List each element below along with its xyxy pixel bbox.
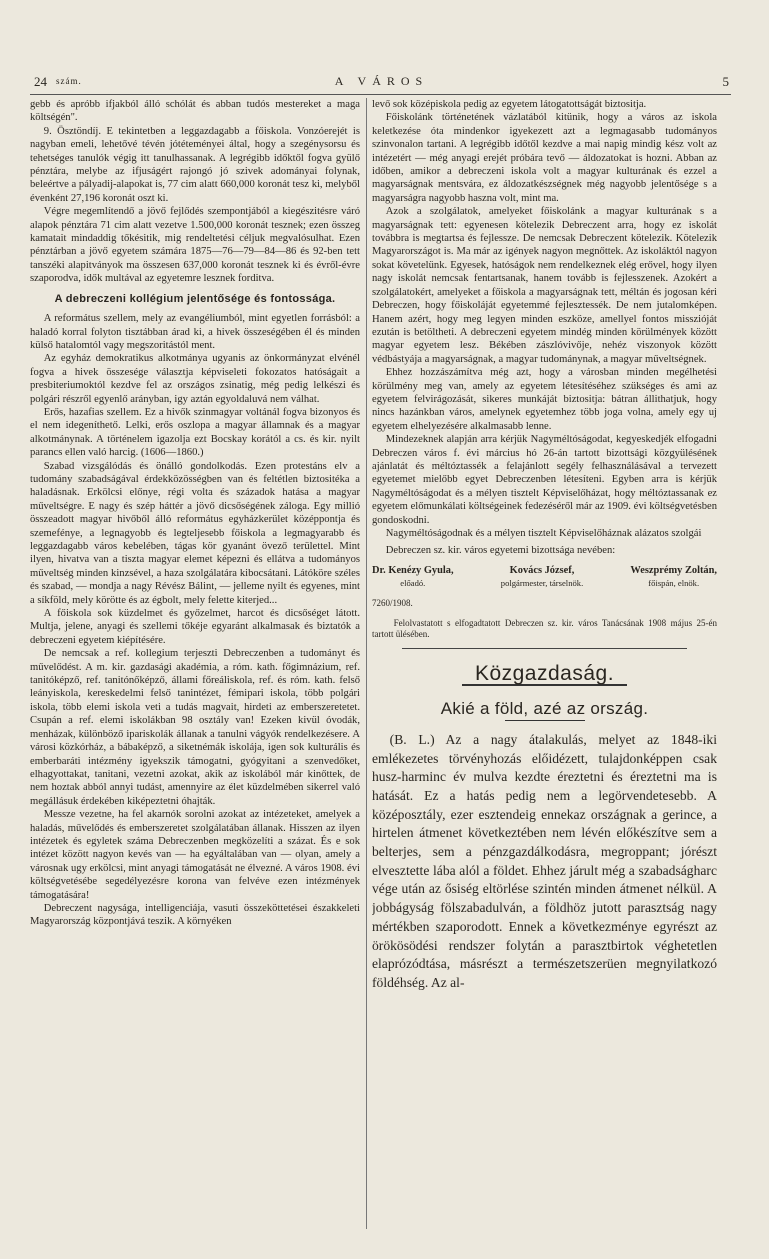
signature — [501, 564, 583, 591]
paragraph: Erős, hazafias szellem. Ez a hivők szinmagyar voltánál fogva bizonyos és el nem idegeníthető. Lelki, erős oszlopa a magyar államnak és a magyar alkotmánynak. A történelem igazolja ezt Bocskay korától a cs. és kir. nyilt parancs ellen való harcig. (1606—1860.) — [30, 406, 360, 459]
signature-block — [372, 564, 717, 591]
paragraph: levő sok középiskola pedig az egyetem látogatottságát biztositja. — [372, 99, 647, 110]
paragraph: Szabad vizsgálódás és önálló gondolkodás. Ezen protestáns elv a tudomány szabadságával érdekközösségben van és feltétlen biztositéka a haladásnak. Erkölcsi előnye, régi volta és századok hatása a magyar műveltségre. E nagy és szép háttér a jövő dicsőségének záloga. Egy millió összeadott magyar hivőből álló református egyházkerület középpontja és szemefénye, a legnagyobb és legteljesebb főiskola a legmagyarabb és leggazdagabb város kebelében, tágas kör gyanánt övező területtel. Mint ilyen, hivatva van a tiszta magyar elemet képezni és ellátva a tudományos műveltség minden kinzsével, a haza szolgálatára kibocsátani. Látóköre széles és szabad, — mondja a nagy Révész Bálint, — jelleme nyilt és egyenes, mint a síkföld, mely körötte és az égbolt, mely felette kiterjed... — [30, 460, 360, 606]
article-title: Akié a föld, azé az ország. — [440, 699, 649, 719]
signature — [372, 564, 454, 591]
paragraph: 9. Ösztöndíj. E tekintetben a leggazdagabb a főiskola. Vonzóerejét is nagyban emeli, lehetővé tévén jótéteményei által, hogy a szegénysorsu és tehetséges tanulók végig itt tanulhassanak. A legrégibb időktől fogva gyülő pénztára, melybe az ifjuságért rajongó jó szivek adományai folynak, beleértve a pályadij-alapokat is, 77 cim alatt 660,000 koronát tesz ki, melyből évenként 27,196 koronát oszt ki. — [30, 125, 360, 204]
signature-role: előadó. — [400, 578, 426, 589]
paragraph: De nemcsak a ref. kollegium terjeszti Debreczenben a tudományt és művelődést. A m. kir. gazdasági akadémia, a róm. kath. főgimnázium, ref. tanitóképző, ref. tanitónőképző, állami főreáliskola, ref. és róm. kath. felső leányiskola, kereskedelmi felső tanintézet, fémipari iskola, több polgári iskola, több elemi iskola veti a tudás magvait, hirdeti az emberszeretetet. Csupán a ref. elemi iskolákban 98 osztály van! Ezeken kivül óvodák, menházak, különböző ipariskolák állanak a tanulni vágyók rendelkezésere. A városi közkórház, a bábaképző, a siketnémák iskolája, igen sok kulturális és emberbaráti intézmény igyekszik támogatni, gyógyitani a szenvedőket, elhagyottakat, tanitani, vezetni azokat, akik az iskolából már kinőttek, de nem hoztak abból annyi tudást, amennyire az élet küzdelmében sikerrel való megállásuk érdekében kiképeztetni óhajták. — [30, 648, 360, 807]
article-body — [372, 731, 717, 993]
header-rule — [30, 94, 731, 95]
paragraph: gebb és apróbb ifjakból álló schólát és abban tudós mestereket a maga költségén". — [30, 99, 360, 124]
title-rule — [505, 720, 585, 721]
section-title: Közgazdaság. — [462, 667, 627, 686]
paragraph: Ehhez hozzászámítva még azt, hogy a városban minden megélhetési körülmény meg van, amely az egyetem létesítéséhez szükséges és ami az egyetem felvirágozását, sikeres munkáját biztositja: bátran állithatjuk, hogy nincs hazánkban város, amelynek egyetemhez több joga volna, amely egy uj egyetem elhelyezésére alkalmasabb lenne. — [372, 367, 717, 432]
signature-intro: Debreczen sz. kir. város egyetemi bizottsága nevében: — [385, 545, 616, 557]
paragraph: (B. L.) Az a nagy átalakulás, melyet az 1848-iki emlékezetes törvényhozás előidézett, tulajdonképpen csak husz-harminc év mulva kezdte éreztetni és éreztetni ma is hatását. Ez a hatás pedig nem a legörvendetesebb. A középosztály, ezer esztendeig ennekaz országnak a gerince, a hirtelen átmenet következtében nem lévén előkészítve sem a belterjes, sem a pénzgazdálkodásra, megroppant; jórészt elvesztette lába alól a földet. Ehhez járult még a szabadságharc vége után az ősiség eltörlése szintén minden átmenet nélkül. A jobbágyság fölszabadulván, a földhöz jutott parasztság nagy mértékben szaporodott. Ennek a következménye egyrészt az örökösödési rendszer folytán a parasztbirtok véghetetlen elaprózódtása, másrészt a természetszerüen megnyilatkozó földéhség. Az al- — [372, 731, 717, 990]
paragraph: Végre megemlítendő a jövő fejlődés szempontjából a kiegészitésre váró alapok pénztára 71 cim alatt vezetve 1.500,000 koronát tesznek; ezen összeg kamatait mindaddig tőkésitik, mig rendeltetési céljuk megvalósulhat. Ezen pénztárban a jövő egyetem számára 1875—76—79—84—86 és 92-ben tett tanszéki alapitványok ma összesen 637,000 koronát tesznek ki és évről-évre szaporodva, idők multával az egyetemre lesznek forditva. — [30, 206, 360, 285]
page-number-right: 5 — [722, 74, 729, 89]
signature — [630, 564, 717, 591]
signature-role: főispán, elnök. — [648, 578, 700, 589]
paragraph: Főiskolánk történetének vázlatából kitünik, hogy a város az iskola keletkezése óta mindenkor igyekezett azt a legmagasabb tudományos szinvonalon tartani. A legrégibb időtől kezdve a mai napig mindig kész volt az intézetért — még anyagi erejét próbára tevő — áldozatokat is hozni. Abban az időben, amikor a debreczeni iskola volt a magyar kulturának és ezzel a magyarságnak mentsvára, ez áldozatkészségnek még nagyobb jelentősége s a magyarságra nagyobb haszna volt, mint ma. — [372, 112, 717, 204]
paragraph: Nagyméltóságodnak és a mélyen tisztelt Képviselőháznak alázatos szolgái — [385, 528, 702, 539]
column-divider — [366, 98, 367, 1229]
paragraph: Messze vezetne, ha fel akarnók sorolni azokat az intézeteket, amelyek a haladás, művelődés és emberszeretet szolgálatában állanak. Hisszen az ilyen intézetek és egyletek száma Debreczenben megközelíti a százat. És e sok intézet között nagyon kevés van — ha egyáltalában van — olyan, amely a városnak ugy erkölcsi, mint anyagi támogatását ne élvezné. A város 1908. évi költségvetésébe segedélyezésre korona van felvéve ezen intézmények támogatására! — [30, 809, 360, 901]
approval-note: Felolvastatott s elfogadtatott Debreczen sz. kir. város Tanácsának 1908 május 25-én tartott ülésében. — [372, 618, 717, 640]
page-number-left: 24 — [34, 74, 47, 89]
right-column — [372, 98, 717, 1219]
issue-label: szám. — [56, 76, 82, 86]
paper-name: A VÁROS — [334, 74, 429, 88]
paragraph: Azok a szolgálatok, amelyeket főiskolánk a magyar kulturának s a magyarságnak tett: egyenesen kötelezik Debreczent arra, hogy ez iskolát továbbra is megtartsa és fejlessze. De nemcsak Debreczent kötelezik. Kötelezik Magyarországot is. Ma már az igények nagyon megnőttek. Az iskoláktól nagyon sokat követelünk. Egyesek, hatóságok nem rendelkeznek elég erővel, hogy ilyen nagy iskolát nemcsak fentartsanak, hanem tovább is fejlesszenek. Azokért a szolgálatokért, amelyeket a főiskola a magyarságnak tett, méltán és jogosan kéri Debreczen, hogy főiskoláját egyetemmé fejlesztessék. De nem jutalomképen. Hanem azért, hogy meg legyen minden eszköze, amellyel fontos misszióját ezután is betöltheti. A debreczeni egyetem mindég minden körülmények között magyar egyetem lesz. Békében zászlóvivője, nehéz viszonyok között védbástyája a magyarságnak, a magyar tudománynak, a magyar műveltségnek. — [372, 206, 717, 365]
left-column — [30, 98, 360, 1219]
paragraph: A református szellem, mely az evangéliumból, mint egyetlen forrásból: a haladó korral folyton tisztábban árad ki, a hivek összeségében él és minden külső hatalomtól vagy megszoritástól ment. — [30, 313, 360, 351]
signature-role: polgármester, társelnök. — [500, 578, 584, 589]
separator-rule — [402, 648, 687, 649]
signature-name: Dr. Kenézy Gyula, — [372, 564, 454, 576]
document-number: 7260/1908. — [372, 597, 413, 608]
paragraph: A főiskola sok küzdelmet és győzelmet, harcot és dicsőséget látott. Multja, jelene, anyagi és szellemi tőkéje egyaránt alkalmasak és biztatók a debreczeni egyetem kiépítésére. — [30, 608, 360, 646]
page-header — [34, 72, 729, 92]
paragraph: Az egyház demokratikus alkotmánya ugyanis az önkormányzat elvénél fogva a hivek összesége választja képviseleti fokozatos hatóságait a presbiteriumoktól kezdve fel az országos zsinatig, még pedig lelkészi és polgári részről egyenlő arányban, igy aztán egyoldaluvá nem válhat. — [30, 353, 360, 405]
signature-name: Kovács József, — [509, 564, 575, 576]
paragraph: Debreczent nagysága, intelligenciája, vasuti összeköttetései északkeleti Magyarország központjává teszik. A környéken — [30, 902, 360, 928]
section-heading: A debreczeni kollégium jelentősége és fontossága. — [54, 292, 336, 305]
signature-name: Weszprémy Zoltán, — [630, 564, 717, 576]
paragraph: Mindezeknek alapján arra kérjük Nagyméltóságodat, kegyeskedjék elfogadni Debreczen város f. évi március hó 26-án tartott bizottsági közgyülésének ajánlatát és méltóztassék a felajánlott segély felhasználásával a tervezett egyetemet mielőbb egyet Debreczenben létesíteni. Egyben arra is kérjük Nagyméltóságodat és a mélyen tisztelt Képviselőházat, hogy méltóztassanak ez egyetem előmunkálati költségeinek fedezéséről már az 1909. évi költségvetésben gondoskodni. — [372, 434, 717, 526]
